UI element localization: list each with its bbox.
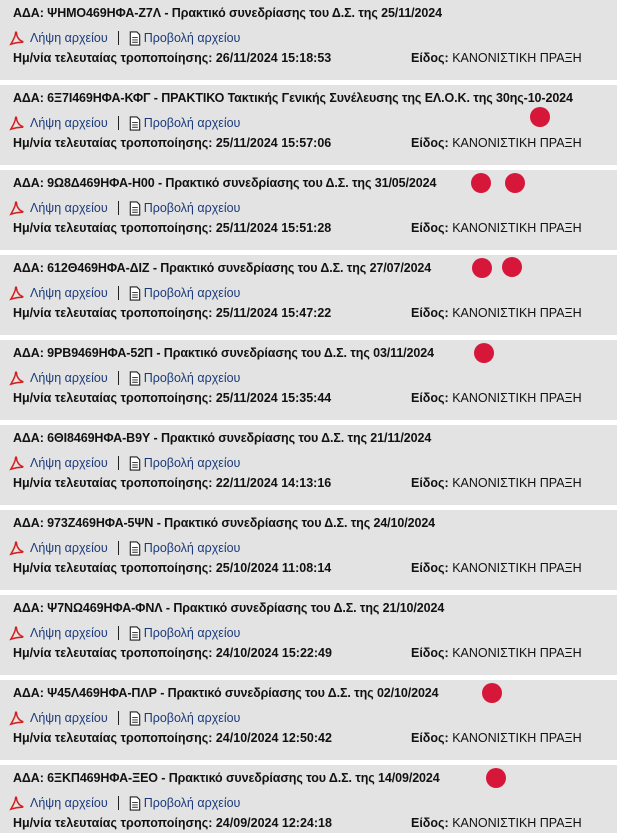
kind-label: Είδος: — [411, 306, 449, 320]
link-separator — [118, 116, 119, 130]
link-separator — [118, 711, 119, 725]
link-separator — [118, 201, 119, 215]
download-file-link[interactable]: Λήψη αρχείου — [30, 201, 108, 215]
modified-value: 25/11/2024 15:35:44 — [215, 391, 332, 405]
view-file-link[interactable]: Προβολή αρχείου — [143, 711, 241, 725]
entry-title: ΑΔΑ: 612Θ469ΗΦΑ-ΔΙΖ - Πρακτικό συνεδρίασης του Δ.Σ. της 27/07/2024 — [13, 261, 432, 275]
list-item — [0, 85, 617, 165]
kind-label: Είδος: — [411, 646, 449, 660]
kind-label: Είδος: — [411, 391, 449, 405]
entry-links — [9, 539, 240, 557]
pdf-icon[interactable] — [9, 541, 24, 556]
download-file-link[interactable]: Λήψη αρχείου — [30, 626, 108, 640]
entry-title: ΑΔΑ: 6ΞΚΠ469ΗΦΑ-ΞΕΟ - Πρακτικό συνεδρίασης του Δ.Σ. της 14/09/2024 — [13, 771, 440, 785]
modified-label: Ημ/νία τελευταίας τροποποίησης: — [13, 646, 213, 660]
kind-info — [411, 816, 582, 830]
modified-label: Ημ/νία τελευταίας τροποποίησης: — [13, 731, 213, 745]
kind-label: Είδος: — [411, 136, 449, 150]
link-separator — [118, 796, 119, 810]
view-file-link[interactable]: Προβολή αρχείου — [143, 541, 241, 555]
document-icon[interactable] — [129, 456, 141, 471]
list-item — [0, 425, 617, 505]
red-marker — [482, 683, 502, 703]
link-separator — [118, 456, 119, 470]
list-item — [0, 595, 617, 675]
pdf-icon[interactable] — [9, 371, 24, 386]
modified-info — [13, 391, 331, 405]
kind-label: Είδος: — [411, 476, 449, 490]
view-file-link[interactable]: Προβολή αρχείου — [143, 626, 241, 640]
modified-label: Ημ/νία τελευταίας τροποποίησης: — [13, 221, 213, 235]
modified-value: 22/11/2024 14:13:16 — [215, 476, 332, 490]
kind-label: Είδος: — [411, 51, 449, 65]
kind-info — [411, 221, 582, 235]
entry-links — [9, 199, 240, 217]
modified-info — [13, 731, 332, 745]
download-file-link[interactable]: Λήψη αρχείου — [30, 116, 108, 130]
document-icon[interactable] — [129, 711, 141, 726]
document-icon[interactable] — [129, 541, 141, 556]
entry-title: ΑΔΑ: 9Ω8Δ469ΗΦΑ-Η00 - Πρακτικό συνεδρίασης του Δ.Σ. της 31/05/2024 — [13, 176, 437, 190]
modified-label: Ημ/νία τελευταίας τροποποίησης: — [13, 136, 213, 150]
modified-value: 24/10/2024 12:50:42 — [215, 731, 332, 745]
download-file-link[interactable]: Λήψη αρχείου — [30, 796, 108, 810]
kind-info — [411, 731, 582, 745]
kind-value: ΚΑΝΟΝΙΣΤΙΚΗ ΠΡΑΞΗ — [452, 646, 582, 660]
kind-value: ΚΑΝΟΝΙΣΤΙΚΗ ΠΡΑΞΗ — [452, 816, 582, 830]
document-icon[interactable] — [129, 116, 141, 131]
document-icon[interactable] — [129, 286, 141, 301]
red-marker — [502, 257, 522, 277]
list-item — [0, 510, 617, 590]
kind-label: Είδος: — [411, 221, 449, 235]
entry-links — [9, 29, 240, 47]
download-file-link[interactable]: Λήψη αρχείου — [30, 711, 108, 725]
red-marker — [530, 107, 550, 127]
kind-info — [411, 51, 582, 65]
kind-info — [411, 476, 582, 490]
document-icon[interactable] — [129, 796, 141, 811]
entry-title: ΑΔΑ: 6Ξ7Ι469ΗΦΑ-ΚΦΓ - ΠΡΑΚΤΙΚΟ Τακτικής Γενικής Συνέλευσης της ΕΛ.Ο.Κ. της 30ης-10-2024 — [13, 91, 573, 105]
red-marker — [505, 173, 525, 193]
kind-value: ΚΑΝΟΝΙΣΤΙΚΗ ΠΡΑΞΗ — [452, 221, 582, 235]
view-file-link[interactable]: Προβολή αρχείου — [143, 286, 241, 300]
kind-label: Είδος: — [411, 731, 449, 745]
modified-info — [13, 136, 331, 150]
link-separator — [118, 626, 119, 640]
link-separator — [118, 286, 119, 300]
entry-title: ΑΔΑ: 6ΘΙ8469ΗΦΑ-Β9Υ - Πρακτικό συνεδρίασης του Δ.Σ. της 21/11/2024 — [13, 431, 432, 445]
entry-links — [9, 454, 240, 472]
red-marker — [486, 768, 506, 788]
document-icon[interactable] — [129, 626, 141, 641]
list-item — [0, 0, 617, 80]
modified-value: 25/11/2024 15:47:22 — [215, 306, 332, 320]
kind-info — [411, 136, 582, 150]
list-item — [0, 340, 617, 420]
modified-label: Ημ/νία τελευταίας τροποποίησης: — [13, 51, 213, 65]
entry-title: ΑΔΑ: 9ΡΒ9469ΗΦΑ-52Π - Πρακτικό συνεδρίασης του Δ.Σ. της 03/11/2024 — [13, 346, 434, 360]
red-marker — [471, 173, 491, 193]
view-file-link[interactable]: Προβολή αρχείου — [143, 371, 241, 385]
entry-links — [9, 284, 240, 302]
view-file-link[interactable]: Προβολή αρχείου — [143, 456, 241, 470]
pdf-icon[interactable] — [9, 31, 24, 46]
kind-value: ΚΑΝΟΝΙΣΤΙΚΗ ΠΡΑΞΗ — [452, 561, 582, 575]
kind-value: ΚΑΝΟΝΙΣΤΙΚΗ ΠΡΑΞΗ — [452, 51, 582, 65]
list-item — [0, 170, 617, 250]
download-file-link[interactable]: Λήψη αρχείου — [30, 286, 108, 300]
download-file-link[interactable]: Λήψη αρχείου — [30, 541, 108, 555]
kind-value: ΚΑΝΟΝΙΣΤΙΚΗ ΠΡΑΞΗ — [452, 391, 582, 405]
modified-label: Ημ/νία τελευταίας τροποποίησης: — [13, 476, 213, 490]
modified-value: 25/11/2024 15:51:28 — [215, 221, 332, 235]
modified-value: 24/09/2024 12:24:18 — [215, 816, 332, 830]
kind-label: Είδος: — [411, 816, 449, 830]
list-item — [0, 680, 617, 760]
list-item — [0, 255, 617, 335]
modified-info — [13, 816, 332, 830]
view-file-link[interactable]: Προβολή αρχείου — [143, 116, 241, 130]
modified-value: 26/11/2024 15:18:53 — [215, 51, 332, 65]
entry-links — [9, 624, 240, 642]
link-separator — [118, 541, 119, 555]
view-file-link[interactable]: Προβολή αρχείου — [143, 31, 241, 45]
red-marker — [474, 343, 494, 363]
kind-label: Είδος: — [411, 561, 449, 575]
entry-links — [9, 369, 240, 387]
entry-title: ΑΔΑ: 973Ζ469ΗΦΑ-5ΨΝ - Πρακτικό συνεδρίασης του Δ.Σ. της 24/10/2024 — [13, 516, 436, 530]
red-marker — [472, 258, 492, 278]
modified-info — [13, 306, 331, 320]
modified-label: Ημ/νία τελευταίας τροποποίησης: — [13, 306, 213, 320]
kind-value: ΚΑΝΟΝΙΣΤΙΚΗ ΠΡΑΞΗ — [452, 306, 582, 320]
modified-label: Ημ/νία τελευταίας τροποποίησης: — [13, 816, 213, 830]
kind-value: ΚΑΝΟΝΙΣΤΙΚΗ ΠΡΑΞΗ — [452, 731, 582, 745]
modified-value: 24/10/2024 15:22:49 — [215, 646, 332, 660]
pdf-icon[interactable] — [9, 796, 24, 811]
modified-info — [13, 561, 331, 575]
modified-info — [13, 646, 332, 660]
kind-info — [411, 646, 582, 660]
download-file-link[interactable]: Λήψη αρχείου — [30, 456, 108, 470]
entry-links — [9, 114, 240, 132]
document-icon[interactable] — [129, 201, 141, 216]
entry-links — [9, 794, 240, 812]
modified-value: 25/11/2024 15:57:06 — [215, 136, 332, 150]
entry-links — [9, 709, 240, 727]
list-item — [0, 765, 617, 833]
entry-title: ΑΔΑ: ΨΗΜΟ469ΗΦΑ-Ζ7Λ - Πρακτικό συνεδρίασης του Δ.Σ. της 25/11/2024 — [13, 6, 442, 20]
link-separator — [118, 371, 119, 385]
modified-info — [13, 221, 331, 235]
modified-label: Ημ/νία τελευταίας τροποποίησης: — [13, 561, 213, 575]
kind-info — [411, 561, 582, 575]
kind-value: ΚΑΝΟΝΙΣΤΙΚΗ ΠΡΑΞΗ — [452, 476, 582, 490]
pdf-icon[interactable] — [9, 711, 24, 726]
pdf-icon[interactable] — [9, 626, 24, 641]
link-separator — [118, 31, 119, 45]
modified-info — [13, 476, 331, 490]
pdf-icon[interactable] — [9, 116, 24, 131]
entry-title: ΑΔΑ: Ψ45Λ469ΗΦΑ-ΠΛΡ - Πρακτικό συνεδρίασης του Δ.Σ. της 02/10/2024 — [13, 686, 439, 700]
kind-info — [411, 391, 582, 405]
download-file-link[interactable]: Λήψη αρχείου — [30, 371, 108, 385]
download-file-link[interactable]: Λήψη αρχείου — [30, 31, 108, 45]
view-file-link[interactable]: Προβολή αρχείου — [143, 796, 241, 810]
modified-info — [13, 51, 331, 65]
document-icon[interactable] — [129, 371, 141, 386]
modified-label: Ημ/νία τελευταίας τροποποίησης: — [13, 391, 213, 405]
view-file-link[interactable]: Προβολή αρχείου — [143, 201, 241, 215]
document-icon[interactable] — [129, 31, 141, 46]
pdf-icon[interactable] — [9, 201, 24, 216]
kind-info — [411, 306, 582, 320]
modified-value: 25/10/2024 11:08:14 — [215, 561, 332, 575]
entry-title: ΑΔΑ: Ψ7ΝΩ469ΗΦΑ-ΦΝΛ - Πρακτικό συνεδρίασης του Δ.Σ. της 21/10/2024 — [13, 601, 445, 615]
pdf-icon[interactable] — [9, 456, 24, 471]
pdf-icon[interactable] — [9, 286, 24, 301]
kind-value: ΚΑΝΟΝΙΣΤΙΚΗ ΠΡΑΞΗ — [452, 136, 582, 150]
